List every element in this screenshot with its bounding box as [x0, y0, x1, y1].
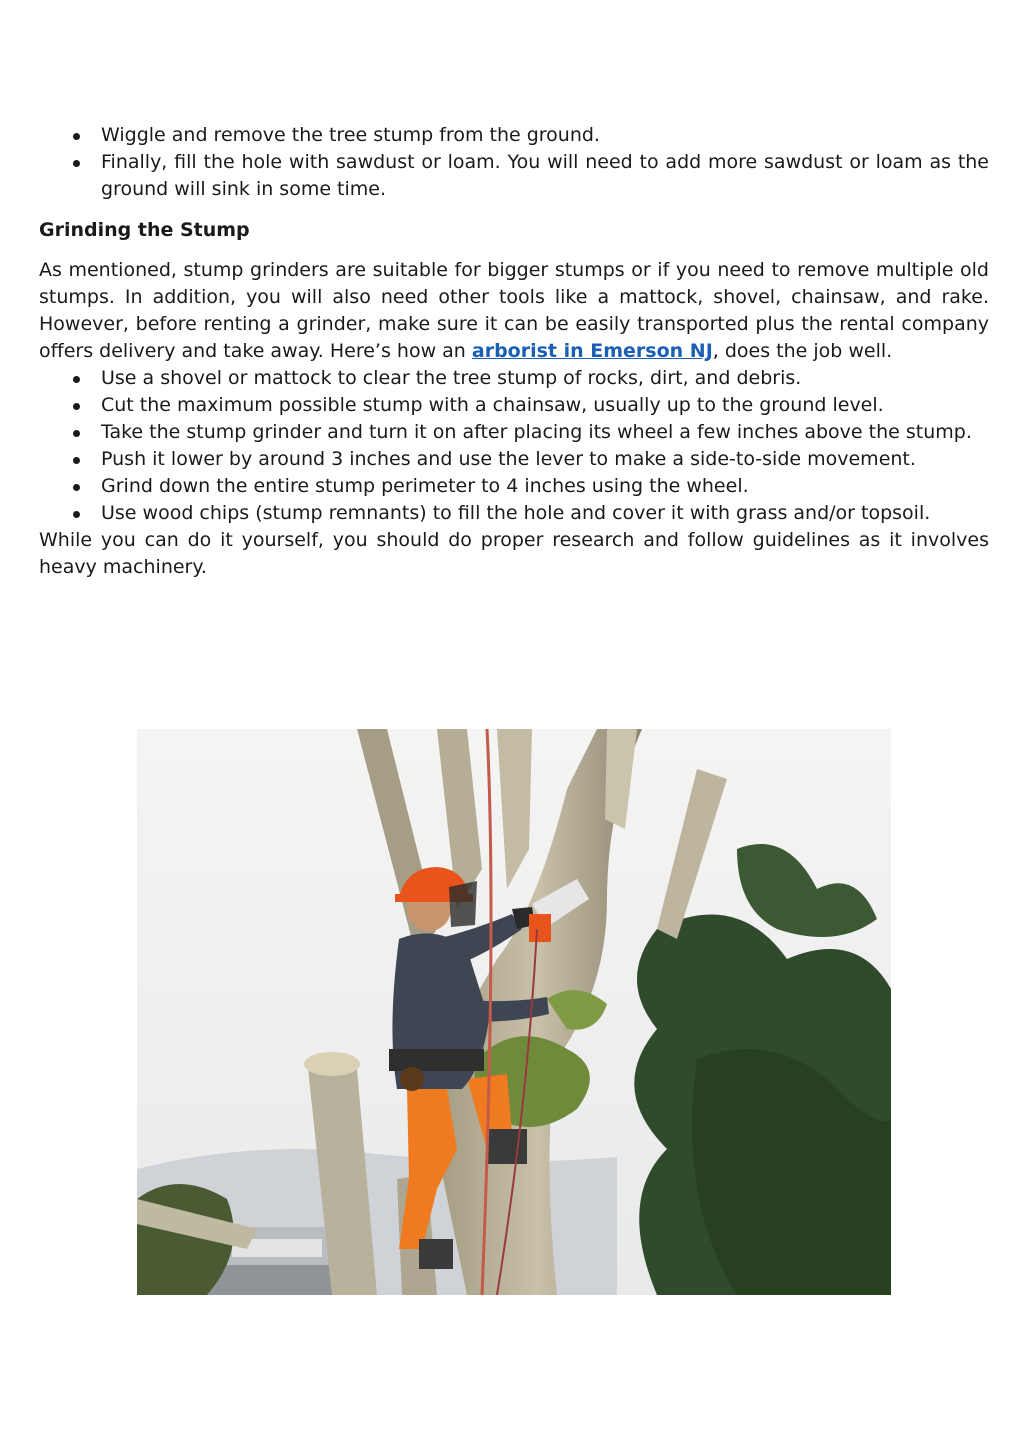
bullet-icon	[73, 160, 80, 167]
section-heading: Grinding the Stump	[39, 219, 250, 241]
bullet-icon	[73, 511, 80, 518]
bullet-icon	[73, 133, 80, 140]
list-item: Use wood chips (stump remnants) to fill the hole and cover it with grass and/or topsoil.	[39, 500, 989, 527]
removal-steps-list	[39, 122, 989, 203]
arborist-link[interactable]: arborist in Emerson NJ	[471, 340, 713, 362]
list-item: Take the stump grinder and turn it on after placing its wheel a few inches above the stump.	[39, 419, 989, 446]
bullet-icon	[73, 376, 80, 383]
list-item: Finally, fill the hole with sawdust or loam. You will need to add more sawdust or loam as the ground will sink in some time.	[39, 149, 989, 203]
intro-paragraph: As mentioned, stump grinders are suitable for bigger stumps or if you need to remove multiple old stumps. In addition, you will also need other tools like a mattock, shovel, chainsaw, and rake. However, before renting a grinder, make sure it can be easily transported plus the rental company offers delivery and take away. Here’s how an arborist in Emerson NJ, does the job well.	[39, 259, 989, 362]
bullet-icon	[73, 484, 80, 491]
grinding-steps-list	[39, 365, 989, 527]
closing-paragraph: While you can do it yourself, you should do proper research and follow guidelines as it involves heavy machinery.	[39, 529, 989, 578]
bullet-icon	[73, 457, 80, 464]
bullet-icon	[73, 430, 80, 437]
list-item: Wiggle and remove the tree stump from the ground.	[39, 122, 989, 149]
list-item: Push it lower by around 3 inches and use the lever to make a side-to-side movement.	[39, 446, 989, 473]
bullet-icon	[73, 403, 80, 410]
list-item: Grind down the entire stump perimeter to 4 inches using the wheel.	[39, 473, 989, 500]
page-content	[39, 122, 989, 581]
list-item: Use a shovel or mattock to clear the tree stump of rocks, dirt, and debris.	[39, 365, 989, 392]
list-item: Cut the maximum possible stump with a chainsaw, usually up to the ground level.	[39, 392, 989, 419]
arborist-photo	[137, 729, 891, 1295]
